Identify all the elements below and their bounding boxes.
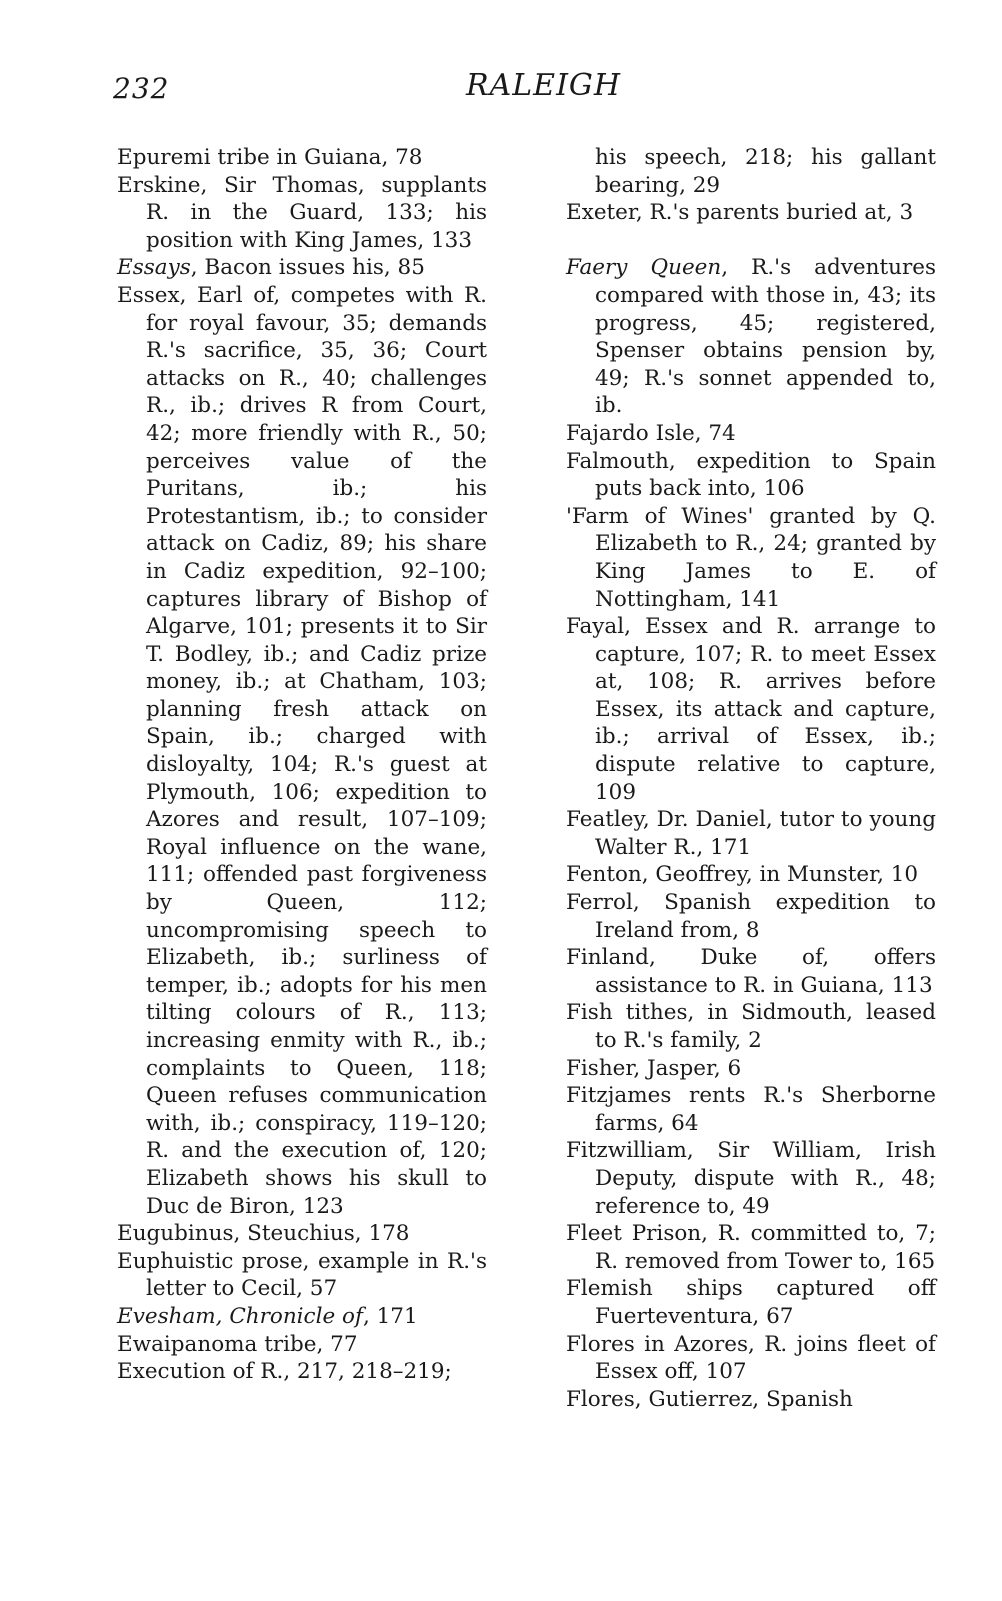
index-entry: Fleet Prison, R. committed to, 7; R. removed from Tower to, 165 <box>566 1221 936 1274</box>
index-entry: Fitzwilliam, Sir William, Irish Deputy, dispute with R., 48; reference to, 49 <box>566 1138 936 1219</box>
index-entry: 'Farm of Wines' granted by Q. Elizabeth to R., 24; granted by King James to E. of Nottingham, 141 <box>566 503 936 612</box>
index-entry: Erskine, Sir Thomas, supplants R. in the Guard, 133; his position with King James, 133 <box>117 172 487 253</box>
index-entry: Flores in Azores, R. joins fleet of Essex off, 107 <box>566 1331 936 1385</box>
index-entry: Faery Queen, R.'s adventures compared with those in, 43; its progress, 45; registered, Spenser obtains pension by, 49; R.'s sonnet appended to, ib. <box>566 255 936 419</box>
index-entry: Flores, Gutierrez, Spanish <box>566 1386 853 1412</box>
index-entry: Essex, Earl of, competes with R. for royal favour, 35; demands R.'s sacrifice, 35, 36; Court attacks on R., 40; challenges R., ib.; drives R from Court, 42; more friendly with R., 50; perceives value of the Puritans, ib.; his Protestantism, ib.; to consider attack on Cadiz, 89; his share in Cadiz expedition, 92–100; captures library of Bishop of Algarve, 101; presents it to Sir T. Bodley, ib.; and Cadiz prize money, ib.; at Chatham, 103; planning fresh attack on Spain, ib.; charged with disloyalty, 104; R.'s guest at Plymouth, 106; expedition to Azores and result, 107–109; Royal influence on the wane, 111; offended past forgiveness by Queen, 112; uncompromising speech to Elizabeth, ib.; surliness of temper, ib.; adopts for his men tilting colours of R., 113; increasing enmity with R., ib.; complaints to Queen, 118; Queen refuses communication with, ib.; conspiracy, 119–120; R. and the execution of, 120; Elizabeth shows his skull to Duc de Biron, 123 <box>117 282 487 1219</box>
index-entry: his speech, 218; his gallant bearing, 29 <box>595 145 936 198</box>
index-entry: Eugubinus, Steuchius, 178 <box>117 1221 410 1247</box>
index-entry: Evesham, Chronicle of, 171 <box>117 1303 418 1329</box>
entry-spacer <box>566 227 936 255</box>
index-entry: Ewaipanoma tribe, 77 <box>117 1331 358 1357</box>
index-entry: Falmouth, expedition to Spain puts back into, 106 <box>566 448 936 502</box>
index-entry: Execution of R., 217, 218–219; <box>117 1359 452 1385</box>
running-title: RALEIGH <box>466 68 622 103</box>
index-column-right <box>566 144 936 1413</box>
index-entry: Ferrol, Spanish expedition to Ireland from, 8 <box>566 890 936 943</box>
index-entry: Fisher, Jasper, 6 <box>566 1055 742 1081</box>
index-entry: Flemish ships captured off Fuerteventura, 67 <box>566 1276 936 1329</box>
index-entry: Fayal, Essex and R. arrange to capture, 107; R. to meet Essex at, 108; R. arrives before Essex, its attack and capture, ib.; arrival of Essex, ib.; dispute relative to capture, 109 <box>566 614 936 805</box>
index-entry: Euphuistic prose, example in R.'s letter to Cecil, 57 <box>117 1248 487 1302</box>
index-entry: Exeter, R.'s parents buried at, 3 <box>566 200 914 226</box>
index-entry: Finland, Duke of, offers assistance to R. in Guiana, 113 <box>566 945 936 998</box>
index-column-left <box>117 144 487 1386</box>
index-entry: Featley, Dr. Daniel, tutor to young Walter R., 171 <box>566 807 936 860</box>
index-entry: Epuremi tribe in Guiana, 78 <box>117 145 423 170</box>
index-entry: Fitzjames rents R.'s Sherborne farms, 64 <box>566 1083 936 1136</box>
index-entry: Fajardo Isle, 74 <box>566 420 736 446</box>
page-number: 232 <box>113 72 170 105</box>
index-entry: Fish tithes, in Sidmouth, leased to R.'s family, 2 <box>566 1000 936 1053</box>
index-entry: Fenton, Geoffrey, in Munster, 10 <box>566 862 919 888</box>
index-entry: Essays, Bacon issues his, 85 <box>117 255 425 281</box>
